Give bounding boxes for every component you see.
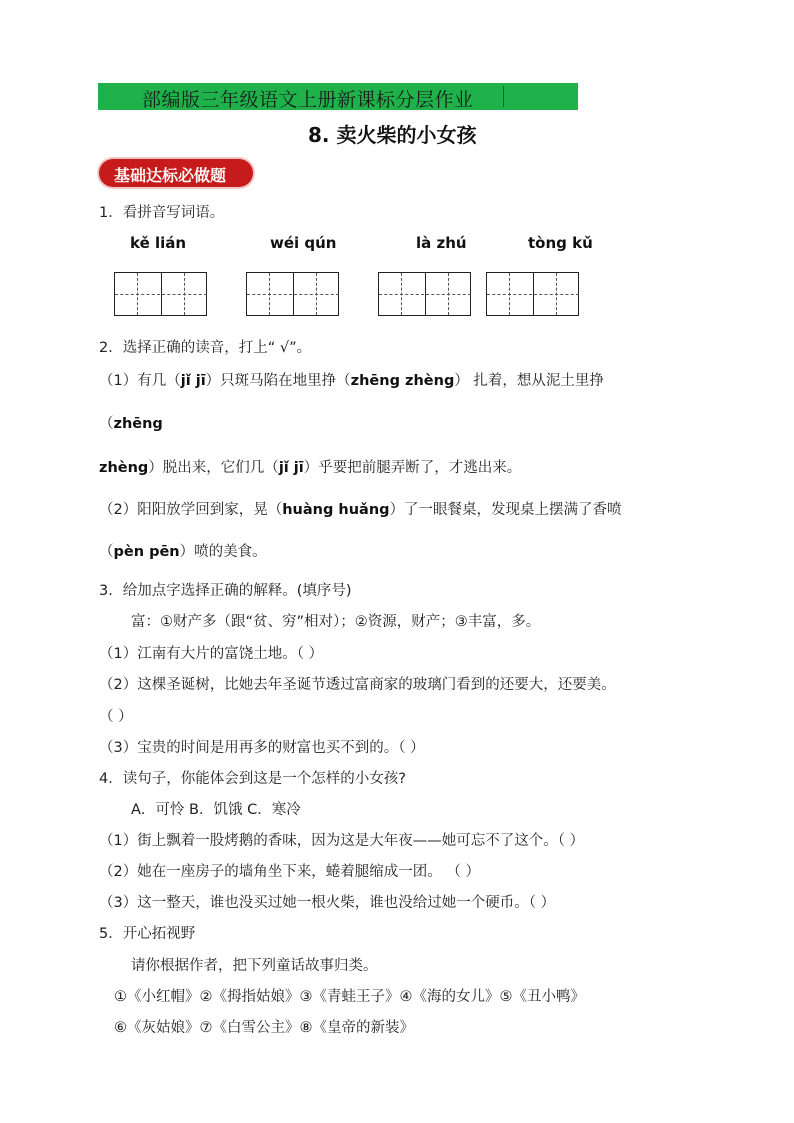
- q2-line-2: [99, 412, 163, 433]
- text: （1）有几（: [99, 373, 181, 389]
- q3-sentence-2: （2）这棵圣诞树，比她去年圣诞节透过富商家的玻璃门看到的还要大，还要美。: [99, 677, 616, 693]
- text: ）只斑马陷在地里挣（: [205, 373, 351, 389]
- q5-story-list-2: ⑥《灰姑娘》⑦《白雪公主》⑧《皇帝的新装》: [114, 1020, 414, 1036]
- q4-options: A．可怜 B．饥饿 C．寒冷: [131, 802, 301, 818]
- pinyin-choice[interactable]: zhēng: [113, 416, 163, 432]
- pinyin-2: wéi qún: [270, 234, 337, 252]
- q1-prompt: 1．看拼音写词语。: [99, 205, 225, 221]
- text: （: [99, 416, 114, 432]
- q2-prompt: 2．选择正确的读音，打上“ √”。: [99, 340, 312, 356]
- q3-sentence-3[interactable]: （3）宝贵的时间是用再多的财富也买不到的。（ ）: [99, 740, 425, 756]
- section-label: 基础达标必做题: [114, 166, 227, 185]
- grid-cell[interactable]: [293, 273, 338, 315]
- q3-prompt: 3．给加点字选择正确的解释。(填序号): [99, 583, 352, 599]
- pinyin-choice[interactable]: huàng huǎng: [282, 502, 390, 518]
- q3-sentence-1[interactable]: （1）江南有大片的富饶土地。（ ）: [99, 646, 324, 662]
- q4-sentence-2[interactable]: （2）她在一座房子的墙角坐下来，蜷着腿缩成一团。 （ ）: [99, 864, 480, 880]
- grid-cell[interactable]: [247, 273, 292, 315]
- writing-grid-2[interactable]: [246, 272, 339, 316]
- pinyin-choice[interactable]: zhèng: [99, 460, 149, 476]
- q4-prompt: 4．读句子，你能体会到这是一个怎样的小女孩?: [99, 771, 406, 787]
- q2-line-3: [99, 456, 521, 477]
- grid-cell[interactable]: [161, 273, 206, 315]
- pinyin-3: là zhú: [416, 234, 467, 252]
- grid-cell[interactable]: [425, 273, 470, 315]
- q3-definition: 富：①财产多（跟“贫、穷”相对）；②资源，财产；③丰富，多。: [131, 614, 541, 630]
- q3-answer-blank[interactable]: （ ）: [99, 709, 133, 725]
- text: ） 扎着，想从泥土里挣: [454, 373, 604, 389]
- text: （: [99, 544, 114, 560]
- writing-grid-3[interactable]: [378, 272, 471, 316]
- text: ）脱出来，它们几（: [148, 460, 279, 476]
- grid-cell[interactable]: [533, 273, 578, 315]
- q5-prompt: 5．开心拓视野: [99, 926, 196, 942]
- q5-instruction: 请你根据作者，把下列童话故事归类。: [131, 958, 378, 974]
- pinyin-choice[interactable]: pèn pēn: [113, 544, 180, 560]
- q2-line-5: [99, 540, 267, 561]
- text: ）了一眼餐桌，发现桌上摆满了香喷: [389, 502, 622, 518]
- text: （2）阳阳放学回到家，晃（: [99, 502, 283, 518]
- pinyin-choice[interactable]: jǐ jī: [278, 460, 304, 476]
- q4-sentence-3[interactable]: （3）这一整天，谁也没买过她一根火柴，谁也没给过她一个硬币。（ ）: [99, 895, 556, 911]
- q5-story-list-1: ①《小红帽》②《拇指姑娘》③《青蛙王子》④《海的女儿》⑤《丑小鸭》: [114, 989, 585, 1005]
- banner-title: 部编版三年级语文上册新课标分层作业: [142, 89, 474, 111]
- q2-line-1: [99, 369, 604, 390]
- text: ）乎要把前腿弄断了，才逃出来。: [303, 460, 522, 476]
- grid-cell[interactable]: [379, 273, 424, 315]
- writing-grid-4[interactable]: [486, 272, 579, 316]
- grid-cell[interactable]: [487, 273, 532, 315]
- writing-grid-1[interactable]: [114, 272, 207, 316]
- q2-line-4: [99, 498, 622, 519]
- text: ）喷的美食。: [179, 544, 267, 560]
- q4-sentence-1[interactable]: （1）街上飘着一股烤鹅的香味，因为这是大年夜——她可忘不了这个。（ ）: [99, 833, 585, 849]
- pinyin-1: kě lián: [130, 234, 187, 252]
- grid-cell[interactable]: [115, 273, 160, 315]
- pinyin-4: tòng kǔ: [528, 234, 593, 252]
- page-title: 8. 卖火柴的小女孩: [308, 123, 477, 147]
- banner-divider: [503, 86, 504, 107]
- pinyin-choice[interactable]: jǐ jī: [180, 373, 206, 389]
- pinyin-choice[interactable]: zhēng zhèng: [350, 373, 455, 389]
